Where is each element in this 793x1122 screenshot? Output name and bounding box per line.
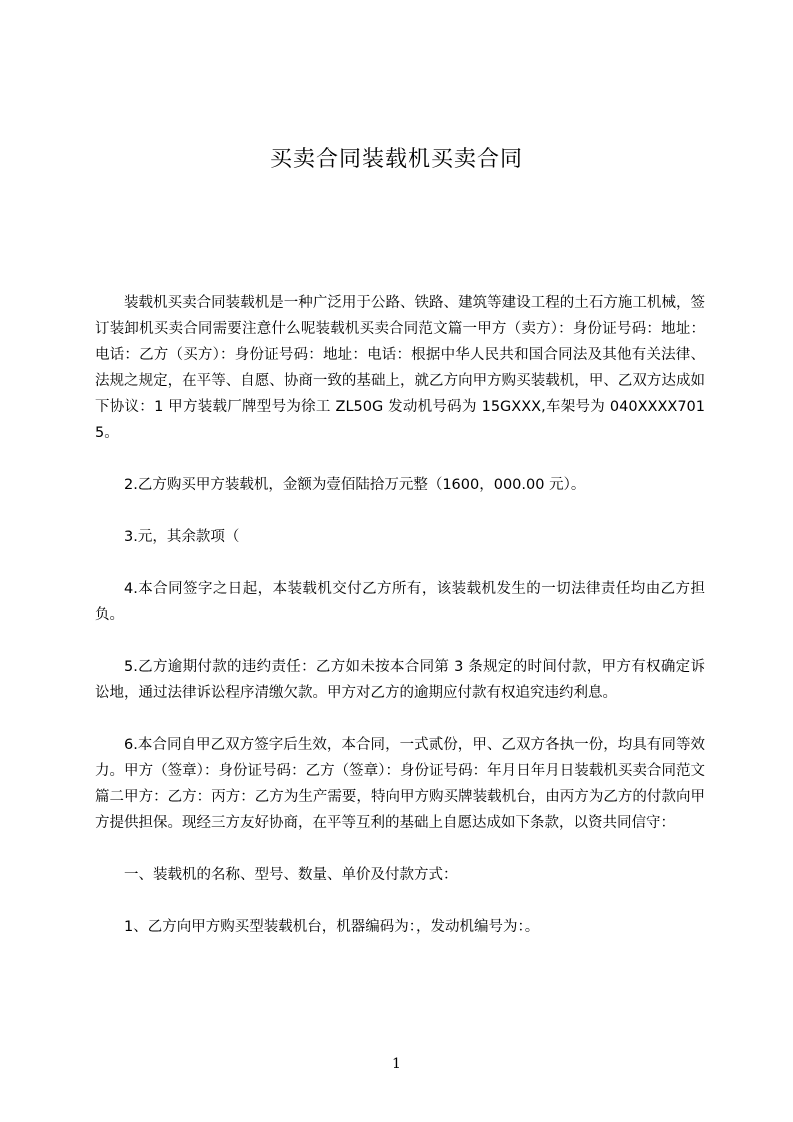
paragraph-clause-6: 6.本合同自甲乙双方签字后生效，本合同，一式贰份，甲、乙双方各执一份，均具有同等效力。甲方（签章）：身份证号码：乙方（签章）：身份证号码：年月日年月日装载机买卖合同范文篇二甲方：乙方：丙方：乙方为生产需要，特向甲方购买牌装载机台，由丙方为乙方的付款向甲方提供担保。现经三方友好协商，在平等互利的基础上自愿达成如下条款，以资共同信守：: [95, 737, 705, 831]
paragraph-clause-4: 4.本合同签字之日起，本装载机交付乙方所有，该装载机发生的一切法律责任均由乙方担负。: [95, 581, 705, 623]
document-body: [95, 290, 705, 940]
paragraph-clause-3: 3.元，其余款项（: [124, 529, 240, 545]
document-title: 买卖合同装载机买卖合同: [269, 147, 523, 172]
paragraph-item-1: 1、乙方向甲方购买型装载机台，机器编码为：，发动机编号为：。: [124, 919, 540, 935]
paragraph-section-1: 一、装载机的名称、型号、数量、单价及付款方式：: [124, 867, 458, 883]
paragraph-clause-2: 2.乙方购买甲方装载机，金额为壹佰陆拾万元整（1600，000.00 元）。: [124, 477, 586, 493]
paragraph-clause-5: 5.乙方逾期付款的违约责任：乙方如未按本合同第 3 条规定的时间付款，甲方有权确定诉讼地，通过法律诉讼程序清缴欠款。甲方对乙方的逾期应付款有权追究违约利息。: [95, 659, 705, 701]
paragraph-intro: 装载机买卖合同装载机是一种广泛用于公路、铁路、建筑等建设工程的土石方施工机械，签订装卸机买卖合同需要注意什么呢装载机买卖合同范文篇一甲方（卖方）：身份证号码：地址：电话：乙方（买方）：身份证号码：地址：电话：根据中华人民共和国合同法及其他有关法律、法规之规定，在平等、自愿、协商一致的基础上，就乙方向甲方购买装载机，甲、乙双方达成如下协议：1 甲方装载厂牌型号为徐工 ZL50G 发动机号码为 15GXXX,车架号为 040XXXX7015。: [95, 295, 705, 441]
page-number: 1: [392, 1056, 401, 1072]
